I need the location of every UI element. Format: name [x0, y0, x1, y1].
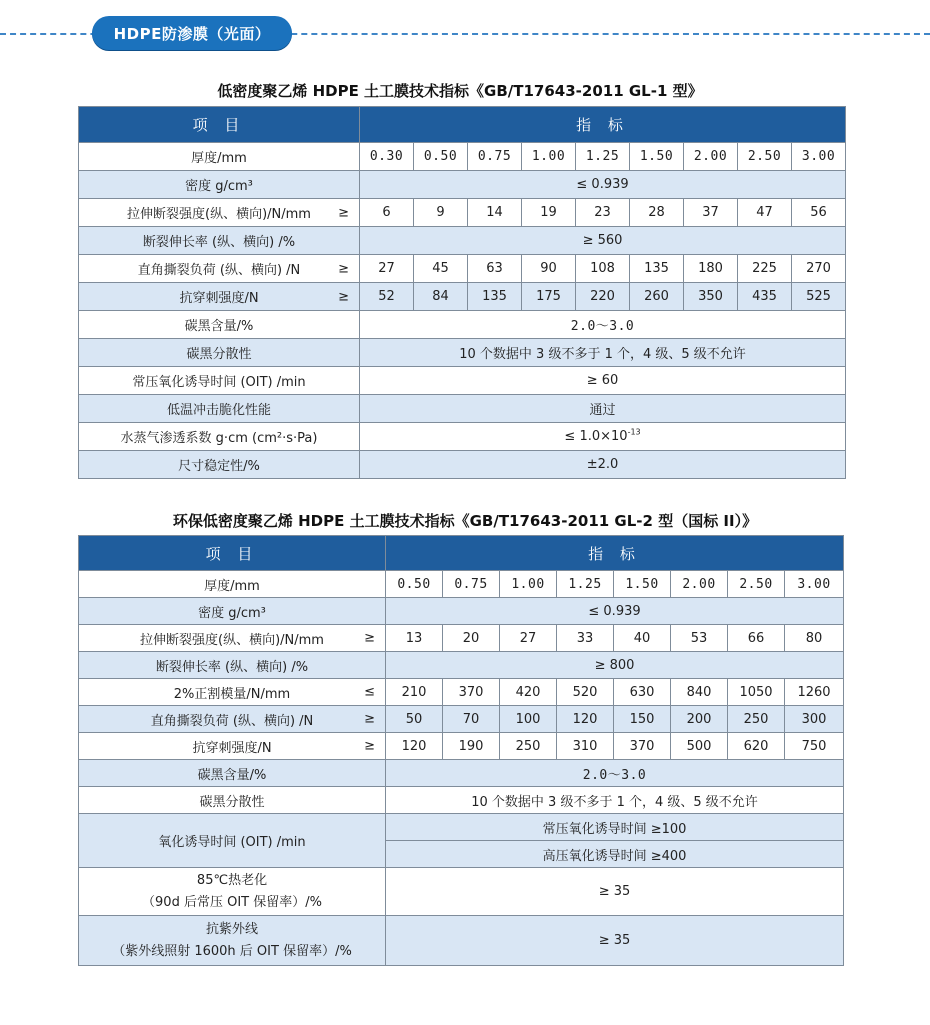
table-row — [79, 171, 846, 199]
cell: 0.75 — [468, 143, 522, 171]
cell: 13 — [386, 625, 443, 652]
cell: 高压氧化诱导时间 ≥400 — [386, 841, 844, 868]
cell: 0.75 — [443, 571, 500, 598]
cell: 14 — [468, 199, 522, 227]
cell: 56 — [792, 199, 846, 227]
cell: 630 — [614, 679, 671, 706]
cell: 63 — [468, 255, 522, 283]
row-label: 断裂伸长率 (纵、横向) /% — [79, 227, 360, 255]
cell: 70 — [443, 706, 500, 733]
header-item: 项 目 — [79, 536, 386, 571]
table-row — [79, 339, 846, 367]
table-row — [79, 395, 846, 423]
comparison-symbol: ≥ — [364, 630, 375, 646]
cell: 47 — [738, 199, 792, 227]
cell: ≥ 35 — [386, 868, 844, 916]
cell: 175 — [522, 283, 576, 311]
cell: ≤ 0.939 — [386, 598, 844, 625]
vapor-exponent: -13 — [627, 427, 641, 437]
row-label: 常压氧化诱导时间 (OIT) /min — [79, 367, 360, 395]
cell: 1.50 — [630, 143, 684, 171]
label-line-2: （90d 后常压 OIT 保留率）/% — [142, 894, 322, 910]
row-label: 厚度/mm — [79, 143, 360, 171]
cell: 84 — [414, 283, 468, 311]
label-text: 抗穿刺强度/N — [192, 740, 272, 756]
label-text: 直角撕裂负荷 (纵、横向) /N — [137, 263, 301, 278]
cell: 28 — [630, 199, 684, 227]
table-header-row — [79, 536, 844, 571]
cell: ≥ 60 — [360, 367, 846, 395]
table-row — [79, 625, 844, 652]
cell: 200 — [671, 706, 728, 733]
row-label: 碳黑含量/% — [79, 760, 386, 787]
comparison-symbol: ≥ — [338, 205, 349, 220]
table-row — [79, 423, 846, 451]
cell: 2.0～3.0 — [386, 760, 844, 787]
vapor-value: ≤ 1.0×10 — [564, 429, 628, 444]
row-label — [79, 733, 386, 760]
cell: 370 — [614, 733, 671, 760]
cell: 2.00 — [671, 571, 728, 598]
cell: 180 — [684, 255, 738, 283]
section-title-pill: HDPE防渗膜（光面） — [92, 16, 292, 50]
table-row — [79, 814, 844, 841]
cell: 10 个数据中 3 级不多于 1 个，4 级、5 级不允许 — [386, 787, 844, 814]
cell: 通过 — [360, 395, 846, 423]
row-label: 密度 g/cm³ — [79, 598, 386, 625]
header-item: 项 目 — [79, 107, 360, 143]
section-banner — [0, 16, 930, 52]
table-row — [79, 283, 846, 311]
table-row — [79, 598, 844, 625]
comparison-symbol: ≥ — [364, 711, 375, 727]
cell: 3.00 — [785, 571, 844, 598]
row-label: 碳黑分散性 — [79, 787, 386, 814]
label-line-2: （紫外线照射 1600h 后 OIT 保留率）/% — [112, 943, 352, 959]
cell: 525 — [792, 283, 846, 311]
row-label — [79, 916, 386, 966]
cell: 1.00 — [500, 571, 557, 598]
row-label: 碳黑分散性 — [79, 339, 360, 367]
cell: 80 — [785, 625, 844, 652]
cell: 53 — [671, 625, 728, 652]
row-label — [79, 625, 386, 652]
cell: 20 — [443, 625, 500, 652]
row-label: 尺寸稳定性/% — [79, 451, 360, 479]
table-row — [79, 679, 844, 706]
cell: 2.50 — [728, 571, 785, 598]
cell: 33 — [557, 625, 614, 652]
table-row — [79, 451, 846, 479]
cell: 1.50 — [614, 571, 671, 598]
comparison-symbol: ≤ — [364, 684, 375, 700]
cell: 435 — [738, 283, 792, 311]
cell: 27 — [500, 625, 557, 652]
header-index: 指 标 — [360, 107, 846, 143]
cell: 300 — [785, 706, 844, 733]
cell: 840 — [671, 679, 728, 706]
cell: 66 — [728, 625, 785, 652]
cell: 23 — [576, 199, 630, 227]
row-label: 密度 g/cm³ — [79, 171, 360, 199]
cell: 210 — [386, 679, 443, 706]
row-label: 厚度/mm — [79, 571, 386, 598]
cell: 9 — [414, 199, 468, 227]
cell: 420 — [500, 679, 557, 706]
cell: 220 — [576, 283, 630, 311]
cell: 6 — [360, 199, 414, 227]
table-row — [79, 787, 844, 814]
cell: 310 — [557, 733, 614, 760]
cell: ±2.0 — [360, 451, 846, 479]
cell: 1050 — [728, 679, 785, 706]
cell: 270 — [792, 255, 846, 283]
cell: 370 — [443, 679, 500, 706]
cell: 常压氧化诱导时间 ≥100 — [386, 814, 844, 841]
cell: 2.0～3.0 — [360, 311, 846, 339]
table2-gl2-spec — [78, 535, 844, 966]
table-row — [79, 143, 846, 171]
comparison-symbol: ≥ — [338, 261, 349, 276]
label-text: 拉伸断裂强度(纵、横向)/N/mm — [127, 207, 311, 222]
table-row — [79, 199, 846, 227]
row-label: 水蒸气渗透系数 g·cm (cm²·s·Pa) — [79, 423, 360, 451]
cell: 350 — [684, 283, 738, 311]
table-row — [79, 706, 844, 733]
cell: ≥ 35 — [386, 916, 844, 966]
row-label: 断裂伸长率 (纵、横向) /% — [79, 652, 386, 679]
cell: 10 个数据中 3 级不多于 1 个，4 级、5 级不允许 — [360, 339, 846, 367]
cell: ≥ 560 — [360, 227, 846, 255]
cell: 1.25 — [557, 571, 614, 598]
cell: 19 — [522, 199, 576, 227]
cell: 135 — [468, 283, 522, 311]
row-label: 碳黑含量/% — [79, 311, 360, 339]
cell: 50 — [386, 706, 443, 733]
cell: 1260 — [785, 679, 844, 706]
cell: 45 — [414, 255, 468, 283]
row-label: 低温冲击脆化性能 — [79, 395, 360, 423]
cell: 0.50 — [414, 143, 468, 171]
header-index: 指 标 — [386, 536, 844, 571]
cell: 135 — [630, 255, 684, 283]
cell: 620 — [728, 733, 785, 760]
cell: 250 — [500, 733, 557, 760]
cell: 52 — [360, 283, 414, 311]
cell: 190 — [443, 733, 500, 760]
cell: 500 — [671, 733, 728, 760]
cell: 1.00 — [522, 143, 576, 171]
row-label — [79, 679, 386, 706]
cell: 90 — [522, 255, 576, 283]
cell: 0.50 — [386, 571, 443, 598]
cell: 2.50 — [738, 143, 792, 171]
row-label — [79, 868, 386, 916]
table-row — [79, 367, 846, 395]
cell: 100 — [500, 706, 557, 733]
cell: 120 — [386, 733, 443, 760]
label-text: 拉伸断裂强度(纵、横向)/N/mm — [140, 632, 324, 648]
table-row — [79, 733, 844, 760]
row-label — [79, 283, 360, 311]
label-text: 抗穿刺强度/N — [179, 291, 259, 306]
cell: 250 — [728, 706, 785, 733]
cell: 750 — [785, 733, 844, 760]
row-label — [79, 706, 386, 733]
cell: ≥ 800 — [386, 652, 844, 679]
table-row — [79, 311, 846, 339]
cell — [360, 423, 846, 451]
table-row — [79, 571, 844, 598]
row-label — [79, 199, 360, 227]
cell: 1.25 — [576, 143, 630, 171]
label-line-1: 85℃热老化 — [196, 872, 268, 888]
cell: 260 — [630, 283, 684, 311]
label-text: 2%正割模量/N/mm — [173, 686, 291, 702]
cell: 27 — [360, 255, 414, 283]
row-label: 氧化诱导时间 (OIT) /min — [79, 814, 386, 868]
row-label — [79, 255, 360, 283]
comparison-symbol: ≥ — [338, 289, 349, 304]
table-row — [79, 916, 844, 966]
table-row — [79, 868, 844, 916]
table2-caption: 环保低密度聚乙烯 HDPE 土工膜技术指标《GB/T17643-2011 GL-2 型（国标 II）》 — [172, 512, 758, 530]
cell: 3.00 — [792, 143, 846, 171]
cell: 520 — [557, 679, 614, 706]
cell: 40 — [614, 625, 671, 652]
cell: ≤ 0.939 — [360, 171, 846, 199]
label-line-1: 抗紫外线 — [205, 921, 258, 937]
comparison-symbol: ≥ — [364, 738, 375, 754]
label-text: 直角撕裂负荷 (纵、横向) /N — [150, 713, 314, 729]
cell: 225 — [738, 255, 792, 283]
table-row — [79, 227, 846, 255]
table-row — [79, 760, 844, 787]
cell: 2.00 — [684, 143, 738, 171]
cell: 37 — [684, 199, 738, 227]
cell: 120 — [557, 706, 614, 733]
cell: 108 — [576, 255, 630, 283]
table1-gl1-spec — [78, 106, 846, 479]
table-row — [79, 652, 844, 679]
table-header-row — [79, 107, 846, 143]
cell: 0.30 — [360, 143, 414, 171]
table-row — [79, 255, 846, 283]
cell: 150 — [614, 706, 671, 733]
table1-caption: 低密度聚乙烯 HDPE 土工膜技术指标《GB/T17643-2011 GL-1 型》 — [217, 82, 703, 100]
